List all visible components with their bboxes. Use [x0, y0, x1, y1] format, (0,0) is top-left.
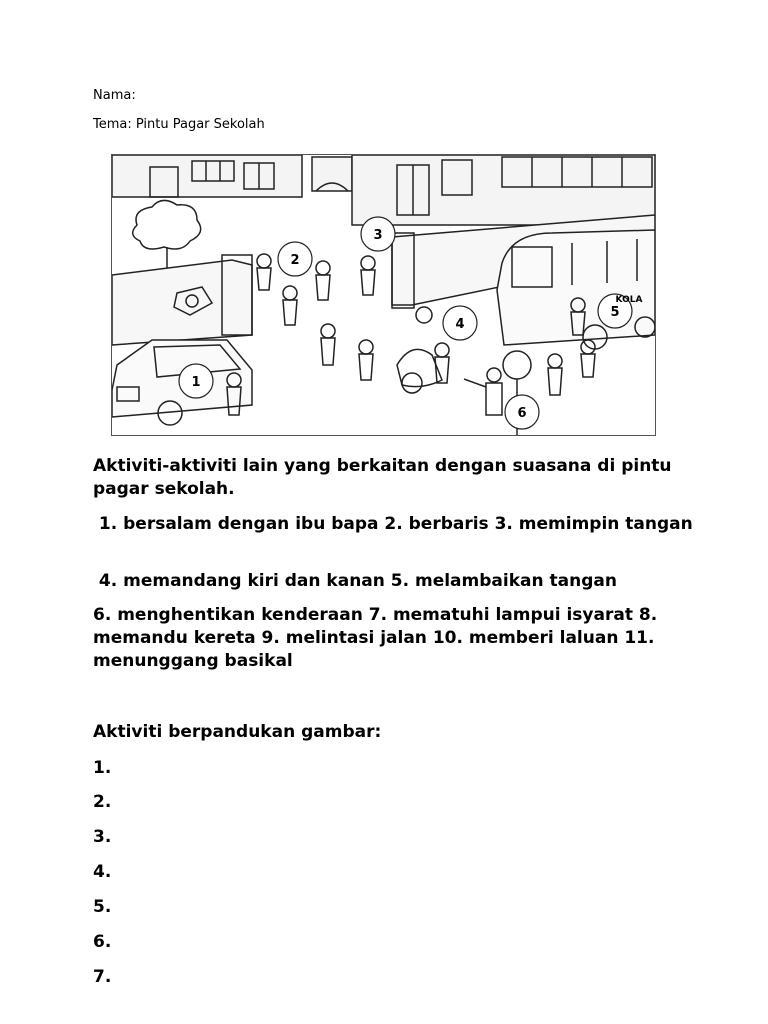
- answer-number-7: 7.: [93, 967, 112, 987]
- activities-line-3: 6. menghentikan kenderaan 7. mematuhi lampui isyarat 8. memandu kereta 9. melintasi jalan 10. memberi laluan 11. menunggang basikal: [93, 605, 658, 671]
- activities-line-1: 1. bersalam dengan ibu bapa 2. berbaris 3. memimpin tangan: [93, 514, 693, 534]
- exercise-title: Aktiviti berpandukan gambar:: [93, 722, 382, 742]
- callout-3: [361, 217, 395, 251]
- guard-house: [312, 157, 352, 191]
- answer-number-5: 5.: [93, 897, 112, 917]
- callout-4-label: 4: [455, 317, 465, 332]
- bus-sign: KOLA: [615, 295, 643, 305]
- answer-number-4: 4.: [93, 862, 112, 882]
- callout-6: [505, 395, 539, 429]
- answer-number-6: 6.: [93, 932, 112, 952]
- answer-number-1: 1.: [93, 758, 112, 778]
- answer-number-3: 3.: [93, 827, 112, 847]
- name-label: Nama:: [93, 88, 136, 103]
- callout-4: [443, 306, 477, 340]
- callout-5-label: 5: [610, 305, 620, 320]
- callout-2: [278, 242, 312, 276]
- callout-1: [179, 364, 213, 398]
- callout-2-label: 2: [290, 253, 300, 268]
- callout-6-label: 6: [517, 406, 527, 421]
- theme-label: Tema: Pintu Pagar Sekolah: [93, 117, 265, 132]
- school-building-right: [352, 155, 655, 225]
- bus: [497, 230, 655, 349]
- activities-intro: Aktiviti-aktiviti lain yang berkaitan dengan suasana di pintu pagar sekolah.: [93, 456, 672, 499]
- school-gate-illustration: [111, 154, 656, 436]
- answer-number-2: 2.: [93, 792, 112, 812]
- school-building-left: [112, 155, 302, 197]
- callout-3-label: 3: [373, 228, 383, 243]
- callout-1-label: 1: [191, 375, 201, 390]
- activities-line-2: 4. memandang kiri dan kanan 5. melambaikan tangan: [93, 571, 617, 591]
